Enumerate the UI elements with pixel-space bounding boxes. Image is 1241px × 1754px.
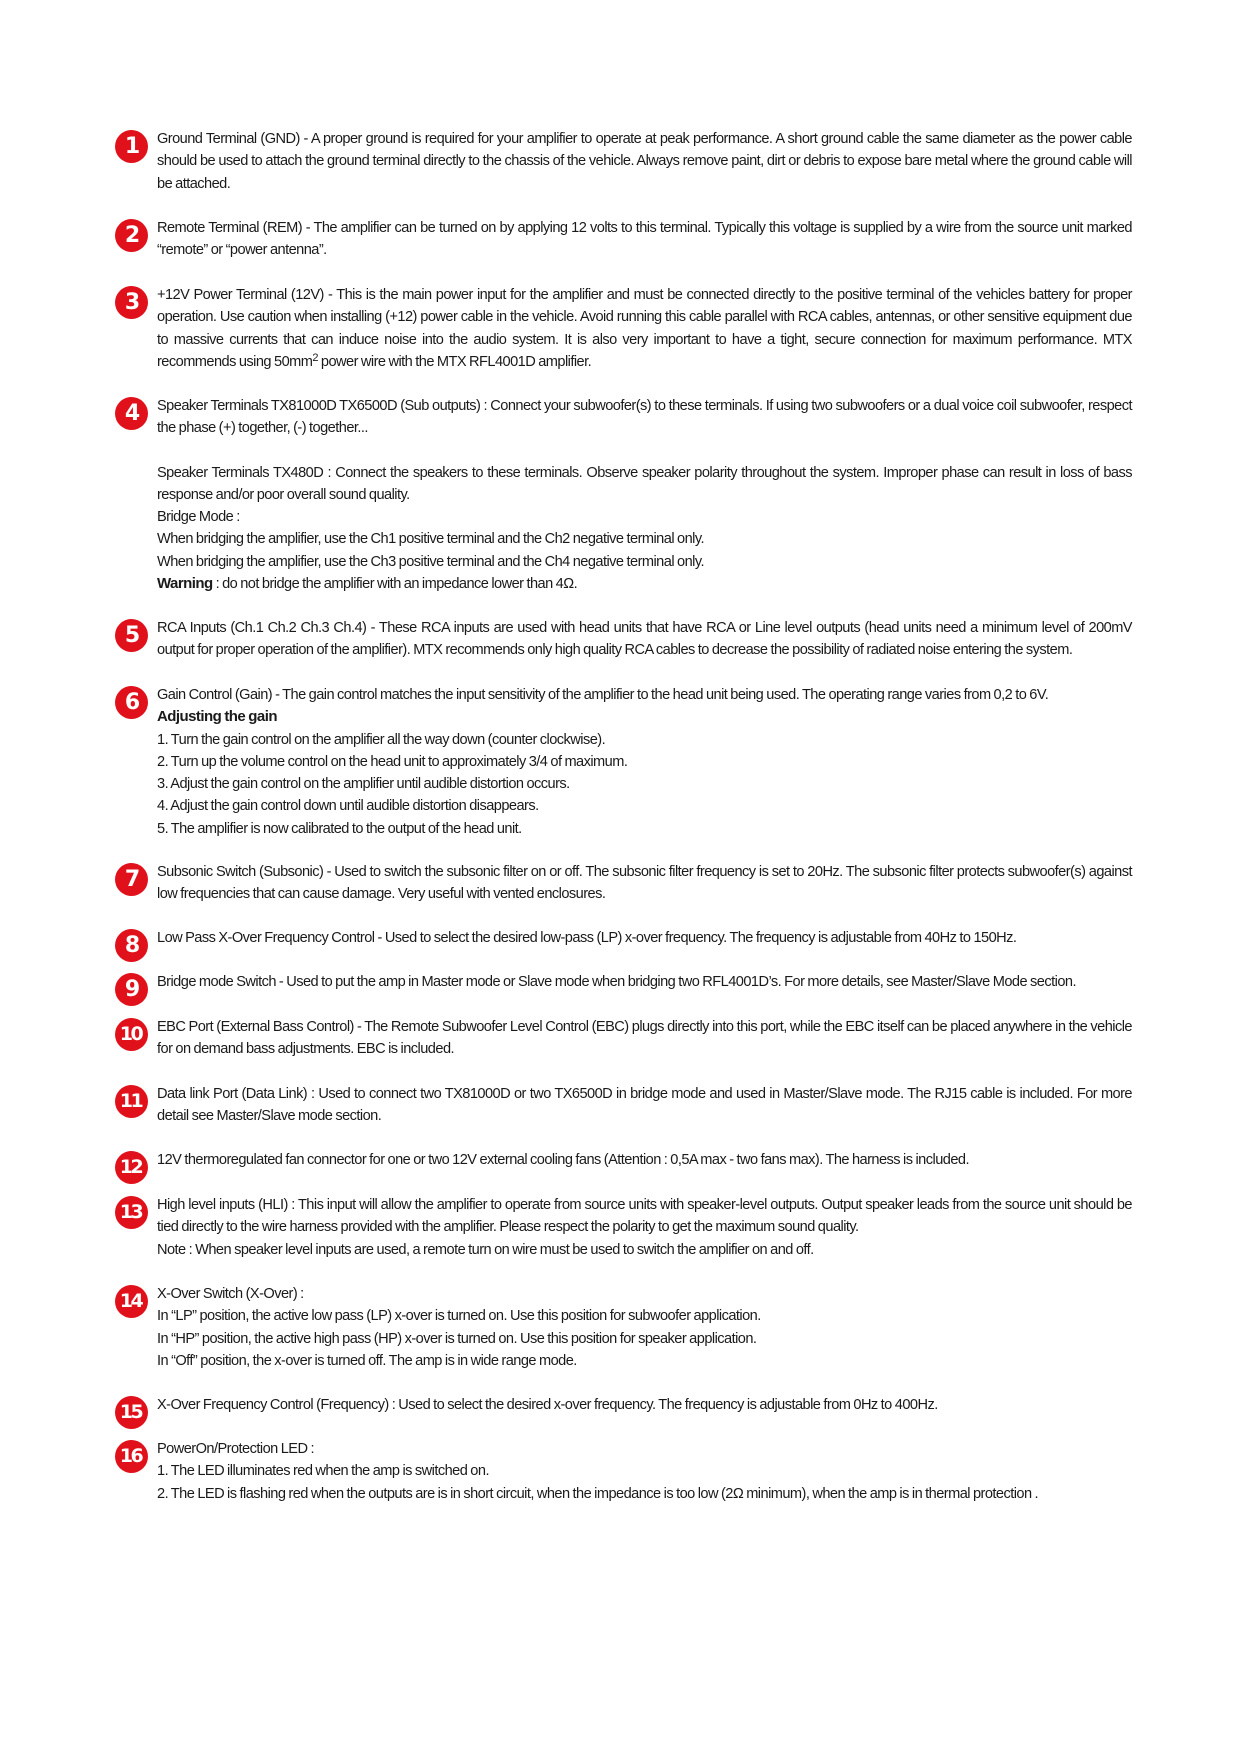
warning-line (157, 573, 1132, 595)
item-text: 12V thermoregulated fan connector for one or two 12V external cooling fans (Attention : 0,5A max - two fans max). The harness is included. (157, 1152, 969, 1168)
led-title: PowerOn/Protection LED : (157, 1441, 314, 1457)
item-speaker-terminals (115, 395, 1135, 595)
number-badge-13: 13 (115, 1196, 148, 1229)
item-text-end: power wire with the MTX RFL4001D amplifier. (317, 353, 592, 370)
item-text: Data link Port (Data Link) : Used to connect two TX81000D or two TX6500D in bridge mode and used in Master/Slave mode. The RJ15 cable is included. For more detail see Master/Slave mode section. (157, 1086, 1132, 1125)
item-fan-connector (115, 1149, 1135, 1178)
tx480d-text: Speaker Terminals TX480D : Connect the speakers to these terminals. Observe speaker polarity throughout the system. Improper phase can result in loss of bass response and/or poor overall sound quality. (157, 464, 1132, 503)
xover-line: In “Off” position, the x-over is turned off. The amp is in wide range mode. (157, 1352, 577, 1369)
xover-title: X-Over Switch (X-Over) : (157, 1286, 304, 1302)
item-text (157, 1194, 1132, 1261)
item-bridge-mode-switch (115, 971, 1135, 1002)
warning-text: : do not bridge the amplifier with an impedance lower than 4Ω. (212, 576, 578, 593)
item-text (157, 284, 1132, 373)
item-text: Subsonic Switch (Subsonic) - Used to switch the subsonic filter on or off. The subsonic filter frequency is set to 20Hz. The subsonic filter protects subwoofer(s) against low frequencies that can cause damage. Very useful with vented enclosures. (157, 864, 1132, 903)
item-data-link-port (115, 1083, 1135, 1128)
gain-step: 2. Turn up the volume control on the head unit to approximately 3/4 of maximum. (157, 753, 628, 770)
number-badge-12: 12 (115, 1151, 148, 1184)
item-text (157, 1438, 1132, 1505)
gain-step: 1. Turn the gain control on the amplifier all the way down (counter clockwise). (157, 731, 606, 748)
number-badge-16: 16 (115, 1440, 148, 1473)
number-badge-11: 11 (115, 1085, 148, 1118)
item-power-led (115, 1438, 1135, 1505)
number-badge-3: 3 (115, 286, 148, 319)
bridge-line-1: When bridging the amplifier, use the Ch1 positive terminal and the Ch2 negative terminal only. (157, 531, 705, 548)
number-badge-15: 15 (115, 1396, 148, 1429)
item-rca-inputs (115, 617, 1135, 662)
item-text: Bridge mode Switch - Used to put the amp in Master mode or Slave mode when bridging two RFL4001D’s. For more details, see Master/Slave Mode section. (157, 974, 1076, 990)
item-text (157, 1283, 1132, 1372)
hli-description: High level inputs (HLI) : This input will allow the amplifier to operate from source units with speaker-level outputs. Output speaker leads from the source unit should be tied directly to the wire harness provided with the amplifier. Please respect the polarity to get the maximum sound quality. (157, 1197, 1132, 1236)
item-power-terminal (115, 284, 1135, 373)
gain-step: 4. Adjust the gain control down until audible distortion disappears. (157, 798, 539, 815)
item-ebc-port (115, 1016, 1135, 1061)
item-subsonic-switch (115, 861, 1135, 906)
item-ground-terminal (115, 128, 1135, 195)
number-badge-7: 7 (115, 863, 148, 896)
number-badge-2: 2 (115, 219, 148, 252)
warning-label: Warning (157, 575, 213, 593)
number-badge-5: 5 (115, 619, 148, 652)
item-xover-frequency (115, 1394, 1135, 1423)
number-badge-6: 6 (115, 686, 148, 719)
xover-line: In “HP” position, the active high pass (HP) x-over is turned on. Use this position for speaker application. (157, 1330, 757, 1347)
item-text: RCA Inputs (Ch.1 Ch.2 Ch.3 Ch.4) - These RCA inputs are used with head units that have RCA or Line level outputs (head units need a minimum level of 200mV output for proper operation of the amplifier). MTX recommends only high quality RCA cables to decrease the possibility of radiated noise entering the system. (157, 620, 1132, 659)
gain-description: Gain Control (Gain) - The gain control matches the input sensitivity of the amplifier to the head unit being used. The operating range varies from 0,2 to 6V. (157, 687, 1049, 703)
item-gain-control (115, 684, 1135, 840)
number-badge-8: 8 (115, 929, 148, 962)
bridge-line-2: When bridging the amplifier, use the Ch3 positive terminal and the Ch4 negative terminal only. (157, 553, 705, 570)
led-line: 1. The LED illuminates red when the amp is switched on. (157, 1463, 489, 1480)
number-badge-10: 10 (115, 1018, 148, 1051)
hli-note: Note : When speaker level inputs are used, a remote turn on wire must be used to switch the amplifier on and off. (157, 1241, 814, 1258)
item-text: Remote Terminal (REM) - The amplifier can be turned on by applying 12 volts to this terminal. Typically this voltage is supplied by a wire from the source unit marked “remote” or “power antenna”. (157, 220, 1132, 259)
gain-heading: Adjusting the gain (157, 708, 277, 726)
item-text: Low Pass X-Over Frequency Control - Used to select the desired low-pass (LP) x-over frequency. The frequency is adjustable from 40Hz to 150Hz. (157, 930, 1017, 946)
item-high-level-inputs (115, 1194, 1135, 1261)
number-badge-9: 9 (115, 973, 148, 1006)
xover-line: In “LP” position, the active low pass (LP) x-over is turned on. Use this position for subwoofer application. (157, 1308, 761, 1325)
spacer (157, 440, 1132, 462)
item-text: X-Over Frequency Control (Frequency) : Used to select the desired x-over frequency. The frequency is adjustable from 0Hz to 400Hz. (157, 1397, 938, 1413)
number-badge-1: 1 (115, 130, 148, 163)
item-text (157, 395, 1132, 595)
sub-outputs-text: Speaker Terminals TX81000D TX6500D (Sub outputs) : Connect your subwoofer(s) to these terminals. If using two subwoofers or a dual voice coil subwoofer, respect the phase (+) together, (-) together... (157, 398, 1132, 437)
gain-step: 3. Adjust the gain control on the amplifier until audible distortion occurs. (157, 776, 570, 793)
led-line: 2. The LED is flashing red when the outputs are is in short circuit, when the impedance is too low (2Ω minimum), when the amp is in thermal protection . (157, 1485, 1039, 1502)
bridge-mode-title: Bridge Mode : (157, 509, 240, 526)
item-remote-terminal (115, 217, 1135, 262)
item-low-pass-control (115, 927, 1135, 958)
number-badge-4: 4 (115, 397, 148, 430)
item-text: EBC Port (External Bass Control) - The Remote Subwoofer Level Control (EBC) plugs directly into this port, while the EBC itself can be placed anywhere in the vehicle for on demand bass adjustments. EBC is included. (157, 1019, 1132, 1058)
gain-step: 5. The amplifier is now calibrated to the output of the head unit. (157, 820, 522, 837)
item-text (157, 684, 1132, 840)
number-badge-14: 14 (115, 1285, 148, 1318)
item-text-main: +12V Power Terminal (12V) - This is the main power input for the amplifier and must be connected directly to the positive terminal of the vehicles battery for proper operation. Use caution when installing (+12) power cable in the vehicle. Avoid running this cable parallel with RCA cables, antennas, or other sensitive equipment due to massive currents that can induce noise into the audio system. It is also very important to have a tight, secure connection for maximum performance. MTX recommends using 50mm (157, 287, 1132, 370)
item-text: Ground Terminal (GND) - A proper ground is required for your amplifier to operate at peak performance. A short ground cable the same diameter as the power cable should be used to attach the ground terminal directly to the chassis of the vehicle. Always remove paint, dirt or debris to expose bare metal where the ground cable will be attached. (157, 131, 1132, 192)
item-xover-switch (115, 1283, 1135, 1372)
superscript: 2 (312, 351, 318, 364)
